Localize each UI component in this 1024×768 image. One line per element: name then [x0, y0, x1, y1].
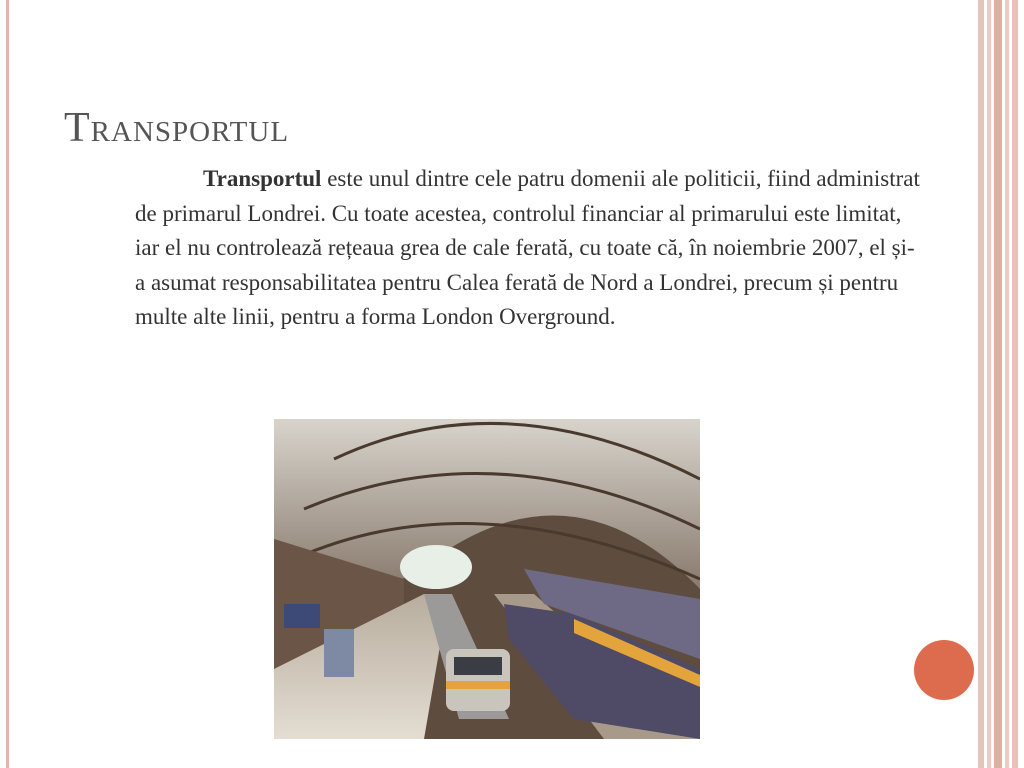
train-station-photo	[274, 419, 700, 739]
right-decorative-stripes	[978, 0, 1024, 768]
decor-stripe	[1005, 0, 1009, 768]
paragraph-text: este unul dintre cele patru domenii ale politicii, fiind administrat de primarul Londrei. Cu toate acestea, controlul financiar al primarului este limitat, iar el nu controlează rețeaua grea de cale ferată, cu toate că, în noiembrie 2007, el și-a asumat responsabilitatea pentru Calea ferată de Nord a Londrei, precum și pentru multe alte linii, pentru a forma London Overground.	[135, 166, 920, 329]
left-decorative-rule	[6, 0, 9, 768]
slide-title: Transportul	[64, 105, 290, 151]
slide-body-paragraph	[135, 162, 920, 335]
decor-stripe	[1012, 0, 1018, 768]
paragraph-lead-word: Transportul	[203, 166, 322, 191]
decor-stripe	[987, 0, 991, 768]
train-station-illustration	[274, 419, 700, 739]
decor-stripe	[994, 0, 1002, 768]
accent-circle	[914, 640, 974, 700]
decor-stripe	[978, 0, 984, 768]
